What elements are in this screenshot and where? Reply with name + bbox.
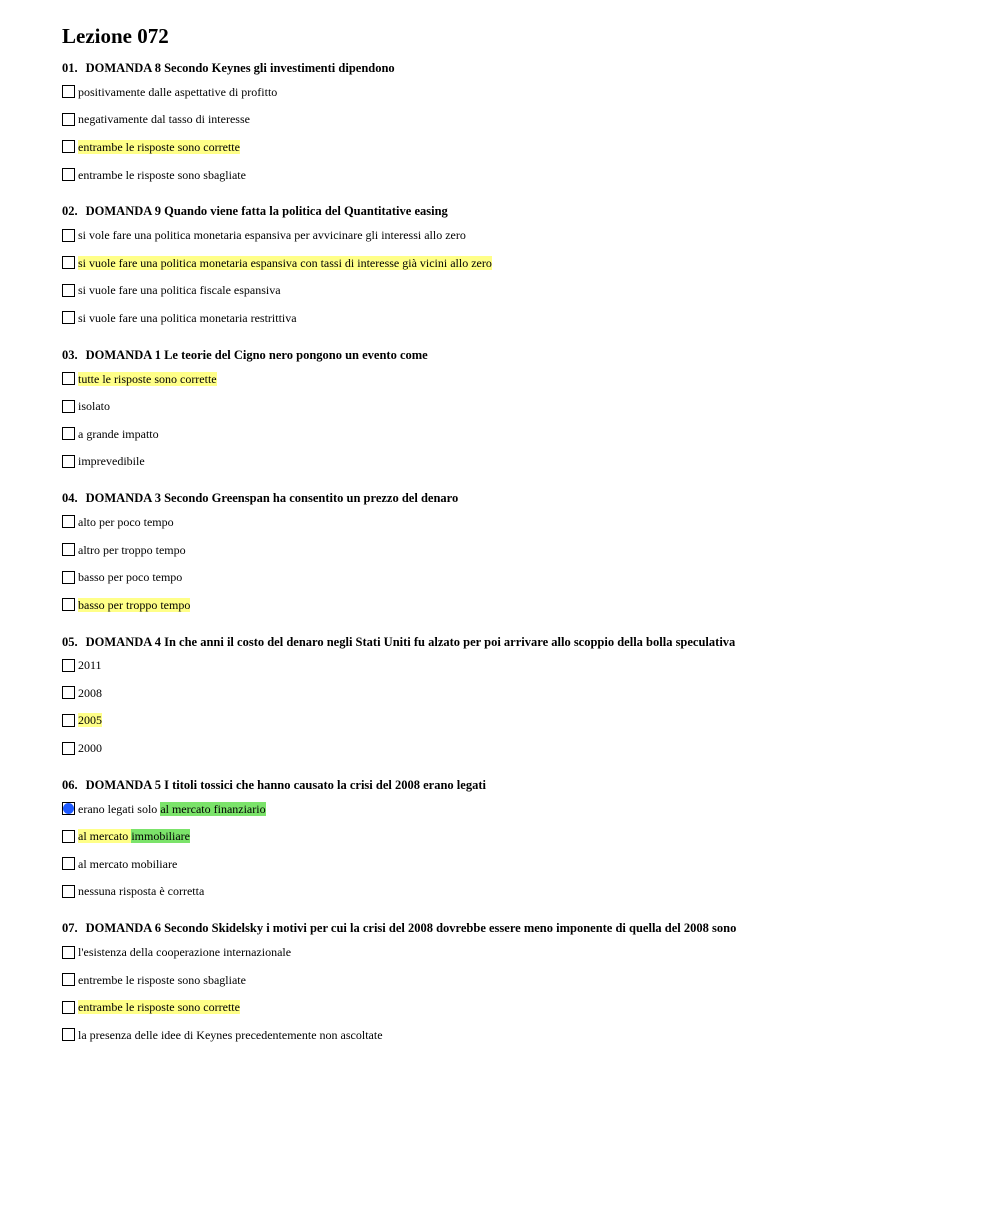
question-label: DOMANDA 1 Le teorie del Cigno nero pongono un evento come bbox=[85, 347, 428, 362]
page-title: Lezione 072 bbox=[62, 24, 169, 48]
answer-option[interactable] bbox=[62, 161, 962, 189]
answer-option[interactable] bbox=[62, 221, 962, 249]
answer-option[interactable] bbox=[62, 993, 962, 1021]
answer-text: isolato bbox=[78, 399, 110, 414]
checkbox[interactable] bbox=[62, 455, 75, 468]
answer-list bbox=[62, 652, 962, 762]
answer-label bbox=[78, 973, 246, 987]
answer-text: 2008 bbox=[78, 685, 102, 700]
checkbox[interactable] bbox=[62, 140, 75, 153]
question-text bbox=[62, 634, 962, 650]
answer-text: erano legati solo bbox=[78, 801, 161, 816]
checkbox[interactable] bbox=[62, 400, 75, 413]
question-list bbox=[62, 60, 962, 1049]
checkbox[interactable] bbox=[62, 168, 75, 181]
answer-text: 2011 bbox=[78, 658, 102, 673]
answer-option[interactable] bbox=[62, 795, 962, 823]
answer-option[interactable] bbox=[62, 133, 962, 161]
answer-text: 2000 bbox=[78, 741, 102, 756]
question-label: DOMANDA 8 Secondo Keynes gli investimenti dipendono bbox=[85, 61, 395, 75]
answer-label bbox=[78, 658, 102, 672]
answer-text: l'esistenza della cooperazione internazionale bbox=[78, 945, 292, 960]
checkbox[interactable] bbox=[62, 857, 75, 870]
answer-label bbox=[78, 311, 297, 325]
answer-option[interactable] bbox=[62, 591, 962, 619]
answer-label bbox=[78, 945, 291, 959]
checkbox[interactable] bbox=[62, 256, 75, 269]
checkbox[interactable] bbox=[62, 515, 75, 528]
answer-option[interactable] bbox=[62, 448, 962, 476]
question-6 bbox=[62, 777, 962, 905]
question-number: 04. bbox=[62, 491, 78, 506]
answer-text: nessuna risposta è corretta bbox=[78, 884, 205, 899]
answer-option[interactable] bbox=[62, 938, 962, 966]
question-number: 03. bbox=[62, 347, 78, 362]
checkbox-checked[interactable] bbox=[62, 802, 75, 815]
answer-label bbox=[78, 283, 281, 297]
correct-answer-highlight: 2005 bbox=[78, 713, 102, 728]
answer-option[interactable] bbox=[62, 679, 962, 707]
checkbox[interactable] bbox=[62, 830, 75, 843]
answer-text: basso per poco tempo bbox=[78, 570, 183, 585]
answer-label bbox=[78, 857, 177, 871]
answer-text: la presenza delle idee di Keynes precedentemente non ascoltate bbox=[78, 1027, 383, 1042]
checkbox[interactable] bbox=[62, 686, 75, 699]
answer-text: negativamente dal tasso di interesse bbox=[78, 112, 250, 127]
answer-label bbox=[78, 112, 250, 126]
checkbox[interactable] bbox=[62, 113, 75, 126]
quiz-page bbox=[62, 22, 962, 1049]
answer-text: positivamente dalle aspettative di profitto bbox=[78, 84, 278, 99]
answer-option[interactable] bbox=[62, 1021, 962, 1049]
correct-answer-highlight: al mercato bbox=[78, 829, 132, 844]
answer-label bbox=[78, 228, 466, 242]
checkbox[interactable] bbox=[62, 85, 75, 98]
question-label: DOMANDA 5 I titoli tossici che hanno causato la crisi del 2008 erano legati bbox=[85, 777, 486, 792]
answer-option[interactable] bbox=[62, 734, 962, 762]
answer-text: entrembe le risposte sono sbagliate bbox=[78, 972, 246, 987]
answer-option[interactable] bbox=[62, 420, 962, 448]
checkbox[interactable] bbox=[62, 714, 75, 727]
checkbox[interactable] bbox=[62, 372, 75, 385]
answer-option[interactable] bbox=[62, 652, 962, 680]
answer-text: al mercato mobiliare bbox=[78, 856, 178, 871]
answer-label bbox=[78, 802, 266, 816]
answer-option[interactable] bbox=[62, 277, 962, 305]
answer-label bbox=[78, 598, 190, 612]
answer-option[interactable] bbox=[62, 563, 962, 591]
selected-text-highlight: al mercato finanziario bbox=[160, 801, 266, 816]
correct-answer-highlight: si vuole fare una politica monetaria espansiva con tassi di interesse già vicini allo zero bbox=[78, 255, 492, 270]
answer-option[interactable] bbox=[62, 707, 962, 735]
question-5 bbox=[62, 634, 962, 762]
question-text bbox=[62, 490, 962, 506]
answer-text: si vuole fare una politica monetaria restrittiva bbox=[78, 310, 297, 325]
answer-label bbox=[78, 741, 102, 755]
question-number: 06. bbox=[62, 777, 78, 792]
answer-label bbox=[78, 570, 182, 584]
correct-answer-highlight: tutte le risposte sono corrette bbox=[78, 371, 217, 386]
correct-answer-highlight: entrambe le risposte sono corrette bbox=[78, 139, 240, 154]
answer-text: entrambe le risposte sono sbagliate bbox=[78, 167, 246, 182]
answer-text: altro per troppo tempo bbox=[78, 542, 186, 557]
answer-label bbox=[78, 829, 190, 843]
answer-list bbox=[62, 78, 962, 188]
answer-list bbox=[62, 365, 962, 475]
checkbox[interactable] bbox=[62, 1001, 75, 1014]
question-label: DOMANDA 3 Secondo Greenspan ha consentito un prezzo del denaro bbox=[85, 491, 459, 506]
answer-list bbox=[62, 508, 962, 618]
question-label: DOMANDA 9 Quando viene fatta la politica del Quantitative easing bbox=[85, 204, 448, 219]
correct-answer-highlight: entrambe le risposte sono corrette bbox=[78, 1000, 240, 1015]
question-7 bbox=[62, 920, 962, 1048]
answer-label bbox=[78, 713, 102, 727]
question-text bbox=[62, 203, 962, 219]
answer-label bbox=[78, 515, 174, 529]
answer-label bbox=[78, 256, 492, 270]
answer-label bbox=[78, 686, 102, 700]
answer-label bbox=[78, 168, 246, 182]
question-label: DOMANDA 6 Secondo Skidelsky i motivi per cui la crisi del 2008 dovrebbe essere meno imponente di quella del 2008 sono bbox=[85, 921, 737, 936]
question-number: 07. bbox=[62, 921, 78, 936]
question-4 bbox=[62, 490, 962, 618]
question-number: 02. bbox=[62, 204, 78, 219]
checkbox[interactable] bbox=[62, 284, 75, 297]
answer-option[interactable] bbox=[62, 536, 962, 564]
answer-label bbox=[78, 1028, 383, 1042]
checkbox[interactable] bbox=[62, 742, 75, 755]
question-text bbox=[62, 347, 962, 363]
answer-option[interactable] bbox=[62, 304, 962, 332]
answer-list bbox=[62, 938, 962, 1048]
answer-option[interactable] bbox=[62, 392, 962, 420]
answer-label bbox=[78, 140, 240, 154]
answer-text: si vuole fare una politica fiscale espansiva bbox=[78, 283, 281, 298]
answer-label bbox=[78, 372, 217, 386]
question-2 bbox=[62, 203, 962, 331]
answer-label bbox=[78, 85, 277, 99]
answer-text: alto per poco tempo bbox=[78, 514, 174, 529]
question-label: DOMANDA 4 In che anni il costo del denaro negli Stati Uniti fu alzato per poi arrivare allo scoppio della bolla speculativa bbox=[85, 634, 736, 649]
answer-option[interactable] bbox=[62, 78, 962, 106]
checkbox[interactable] bbox=[62, 598, 75, 611]
checkbox[interactable] bbox=[62, 1028, 75, 1041]
answer-option[interactable] bbox=[62, 249, 962, 277]
answer-label bbox=[78, 884, 204, 898]
question-text bbox=[62, 777, 962, 793]
checkbox[interactable] bbox=[62, 427, 75, 440]
answer-text: si vole fare una politica monetaria espansiva per avvicinare gli interessi allo zero bbox=[78, 228, 466, 243]
answer-option[interactable] bbox=[62, 850, 962, 878]
checkbox[interactable] bbox=[62, 229, 75, 242]
answer-list bbox=[62, 221, 962, 331]
question-text bbox=[62, 60, 962, 76]
answer-label bbox=[78, 427, 159, 441]
answer-text: a grande impatto bbox=[78, 426, 159, 441]
question-text bbox=[62, 920, 962, 936]
question-1 bbox=[62, 60, 962, 188]
checkbox[interactable] bbox=[62, 543, 75, 556]
answer-option[interactable] bbox=[62, 365, 962, 393]
answer-text: imprevedibile bbox=[78, 454, 145, 469]
answer-option[interactable] bbox=[62, 508, 962, 536]
checkbox[interactable] bbox=[62, 571, 75, 584]
answer-label bbox=[78, 399, 110, 413]
question-number: 01. bbox=[62, 61, 78, 75]
answer-label bbox=[78, 543, 186, 557]
checkbox[interactable] bbox=[62, 885, 75, 898]
checkbox[interactable] bbox=[62, 659, 75, 672]
answer-label bbox=[78, 454, 145, 468]
question-3 bbox=[62, 347, 962, 475]
checkbox[interactable] bbox=[62, 973, 75, 986]
question-number: 05. bbox=[62, 634, 78, 649]
checkbox[interactable] bbox=[62, 946, 75, 959]
answer-option[interactable] bbox=[62, 822, 962, 850]
answer-option[interactable] bbox=[62, 966, 962, 994]
selected-text-highlight: immobiliare bbox=[131, 829, 190, 844]
correct-answer-highlight: basso per troppo tempo bbox=[78, 597, 191, 612]
answer-label bbox=[78, 1000, 240, 1014]
checkbox[interactable] bbox=[62, 311, 75, 324]
answer-option[interactable] bbox=[62, 878, 962, 906]
answer-list bbox=[62, 795, 962, 905]
answer-option[interactable] bbox=[62, 106, 962, 134]
